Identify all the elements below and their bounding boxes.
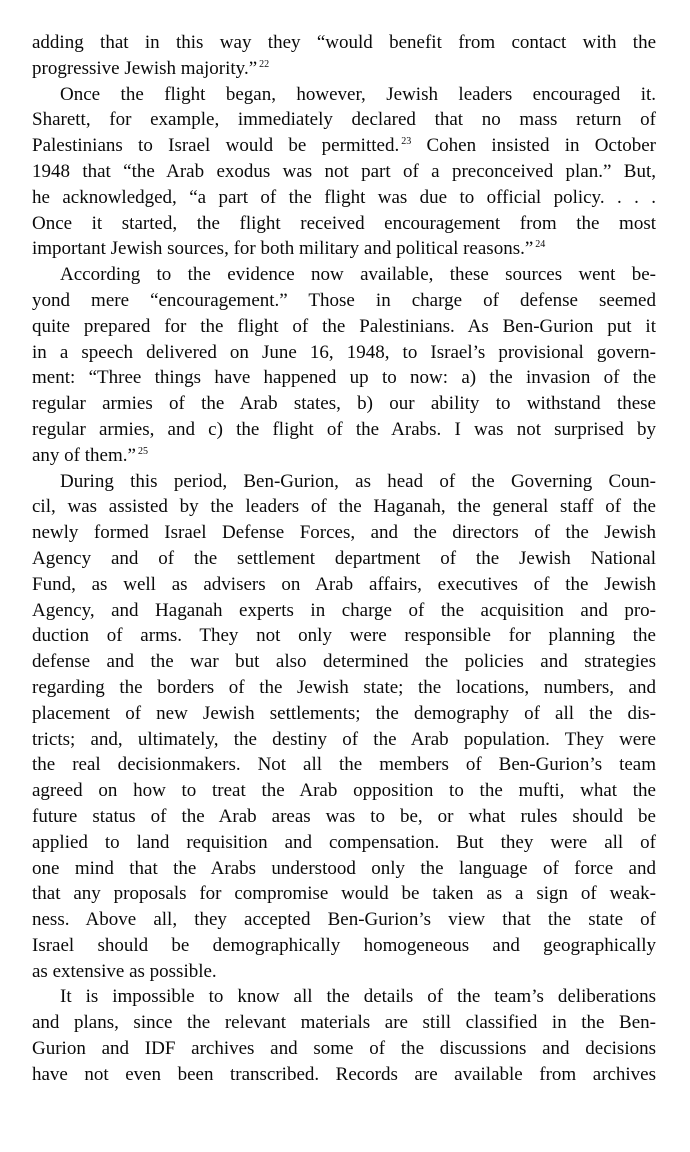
line-text: defense and the war but also determined the policies and strategies xyxy=(32,651,656,673)
line-text: Palestinians to Israel would be permitted. xyxy=(32,135,400,157)
text-line xyxy=(32,752,656,778)
paragraph xyxy=(32,30,656,82)
text-line xyxy=(32,443,656,469)
line-text: During this period, Ben-Gurion, as head of the Governing Coun- xyxy=(60,470,656,492)
line-text: ness. Above all, they accepted Ben-Gurion’s view that the state of xyxy=(32,909,656,931)
line-text: tricts; and, ultimately, the destiny of the Arab population. They were xyxy=(32,728,656,750)
line-text: Sharett, for example, immediately declared that no mass return of xyxy=(32,109,656,131)
text-line xyxy=(32,340,656,366)
line-text: applied to land requisition and compensation. But they were all of xyxy=(32,831,656,853)
text-line xyxy=(32,598,656,624)
text-line xyxy=(32,959,656,985)
line-text: regular armies of the Arab states, b) our ability to withstand these xyxy=(32,393,656,415)
text-line xyxy=(32,391,656,417)
line-text: newly formed Israel Defense Forces, and the directors of the Jewish xyxy=(32,522,656,544)
text-line xyxy=(32,520,656,546)
line-text: one mind that the Arabs understood only the language of force and xyxy=(32,857,656,879)
text-line xyxy=(32,159,656,185)
line-text: Agency and of the settlement department of the Jewish National xyxy=(32,547,656,569)
line-text: regarding the borders of the Jewish state; the locations, numbers, and xyxy=(32,676,656,698)
text-line xyxy=(32,107,656,133)
line-text: progressive Jewish majority.” xyxy=(32,57,258,79)
line-text: have not even been transcribed. Records are available from archives xyxy=(32,1063,656,1085)
text-line xyxy=(32,211,656,237)
text-line xyxy=(32,82,656,108)
line-text: in a speech delivered on June 16, 1948, to Israel’s provisional govern- xyxy=(32,341,656,363)
paragraph xyxy=(32,82,656,263)
document-page xyxy=(32,30,656,1088)
line-text: Agency, and Haganah experts in charge of the acquisition and pro- xyxy=(32,599,656,621)
line-text: Once it started, the flight received encouragement from the most xyxy=(32,212,656,234)
footnote-marker: 24 xyxy=(535,239,546,251)
line-text: he acknowledged, “a part of the flight was due to official policy. . . . xyxy=(32,186,656,208)
text-line xyxy=(32,623,656,649)
footnote-marker: 22 xyxy=(259,58,270,70)
text-line xyxy=(32,288,656,314)
line-text: Once the flight began, however, Jewish leaders encouraged it. xyxy=(60,83,656,105)
text-line xyxy=(32,494,656,520)
line-text: According to the evidence now available, these sources went be- xyxy=(60,264,656,286)
footnote-marker: 23 xyxy=(401,136,412,148)
line-text: as extensive as possible. xyxy=(32,960,217,982)
line-text: the real decisionmakers. Not all the members of Ben-Gurion’s team xyxy=(32,754,656,776)
text-line xyxy=(32,236,656,262)
text-line xyxy=(32,314,656,340)
text-line xyxy=(32,984,656,1010)
line-text: quite prepared for the flight of the Palestinians. As Ben-Gurion put it xyxy=(32,315,656,337)
text-line xyxy=(32,417,656,443)
text-line xyxy=(32,262,656,288)
paragraph xyxy=(32,469,656,985)
text-line xyxy=(32,649,656,675)
text-line xyxy=(32,804,656,830)
text-line xyxy=(32,856,656,882)
text-line xyxy=(32,881,656,907)
paragraph xyxy=(32,984,656,1087)
line-text: future status of the Arab areas was to be, or what rules should be xyxy=(32,805,656,827)
text-line xyxy=(32,30,656,56)
line-text: placement of new Jewish settlements; the demography of all the dis- xyxy=(32,702,656,724)
text-line xyxy=(32,727,656,753)
text-line xyxy=(32,365,656,391)
text-line xyxy=(32,469,656,495)
line-text: Israel should be demographically homogeneous and geographically xyxy=(32,934,656,956)
text-line xyxy=(32,133,656,159)
line-text: any of them.” xyxy=(32,444,136,466)
line-text: important Jewish sources, for both military and political reasons.” xyxy=(32,238,534,260)
text-line xyxy=(32,1036,656,1062)
line-text: agreed on how to treat the Arab opposition to the mufti, what the xyxy=(32,780,656,802)
text-line xyxy=(32,1010,656,1036)
text-line xyxy=(32,675,656,701)
line-text-continued: Cohen insisted in October xyxy=(411,135,657,157)
text-line xyxy=(32,933,656,959)
line-text: Gurion and IDF archives and some of the discussions and decisions xyxy=(32,1038,656,1060)
line-text: yond mere “encouragement.” Those in charge of defense seemed xyxy=(32,289,656,311)
line-text: It is impossible to know all the details of the team’s deliberations xyxy=(60,986,656,1008)
paragraph xyxy=(32,262,656,468)
text-line xyxy=(32,56,656,82)
line-text: ment: “Three things have happened up to now: a) the invasion of the xyxy=(32,367,656,389)
line-text: Fund, as well as advisers on Arab affairs, executives of the Jewish xyxy=(32,573,656,595)
line-text: duction of arms. They not only were responsible for planning the xyxy=(32,625,656,647)
line-text: regular armies, and c) the flight of the Arabs. I was not surprised by xyxy=(32,418,656,440)
line-text: that any proposals for compromise would be taken as a sign of weak- xyxy=(32,883,656,905)
text-line xyxy=(32,701,656,727)
text-line xyxy=(32,185,656,211)
text-line xyxy=(32,1062,656,1088)
text-line xyxy=(32,778,656,804)
text-line xyxy=(32,546,656,572)
text-line xyxy=(32,830,656,856)
footnote-marker: 25 xyxy=(137,445,148,457)
line-text: cil, was assisted by the leaders of the Haganah, the general staff of the xyxy=(32,496,656,518)
line-text: adding that in this way they “would benefit from contact with the xyxy=(32,32,656,53)
text-line xyxy=(32,907,656,933)
line-text: and plans, since the relevant materials are still classified in the Ben- xyxy=(32,1012,656,1034)
line-text: 1948 that “the Arab exodus was not part of a preconceived plan.” But, xyxy=(32,160,656,182)
text-line xyxy=(32,572,656,598)
